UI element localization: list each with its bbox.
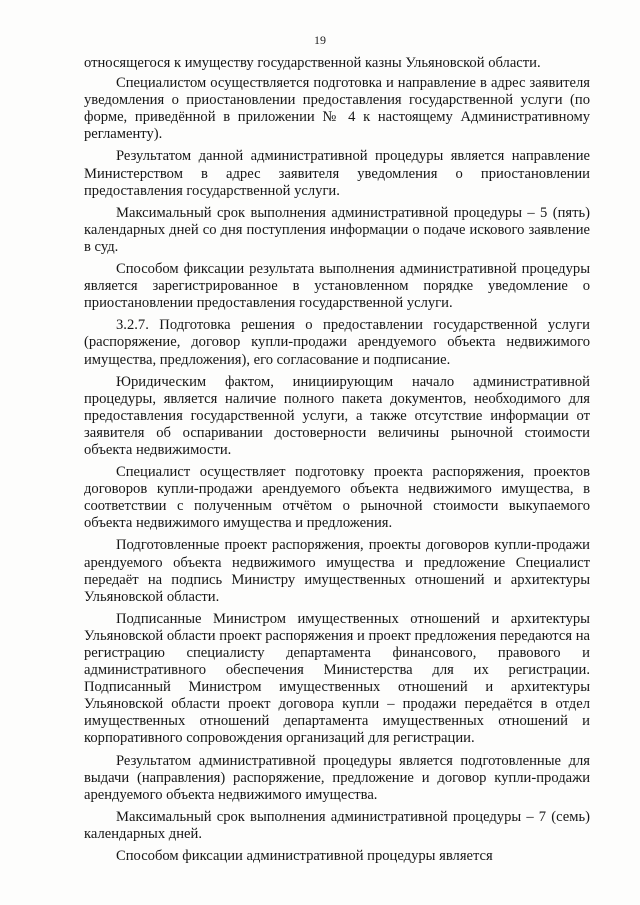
paragraph: Способом фиксации результата выполнения административной процедуры является зарегистрированное в установленном порядке уведомление о приостановлении предоставления государственной услуги.: [84, 261, 590, 312]
paragraph: Результатом административной процедуры является подготовленные для выдачи (направления) распоряжение, предложение и договор купли-продажи арендуемого объекта недвижимого имущества.: [84, 752, 590, 803]
document-body: [84, 55, 590, 870]
paragraph: Подготовленные проект распоряжения, проекты договоров купли-продажи арендуемого объекта недвижимого имущества и предложение Специалист передаёт на подпись Министру имущественных отношений и архитектуры Ульяновской области.: [84, 537, 590, 605]
paragraph: Способом фиксации административной процедуры является: [116, 848, 493, 865]
paragraph: Подписанные Министром имущественных отношений и архитектуры Ульяновской области проект распоряжения и проект предложения передаются на регистрацию специалисту департамента финансового, правового и административного обеспечения Министерства для их регистрации. Подписанный Министром имущественных отношений и архитектуры Ульяновской области проект договора купли – продажи передаётся в отдел имущественных отношений департамента имущественных отношений и корпоративного сопровождения организаций для регистрации.: [84, 610, 590, 747]
paragraph: Юридическим фактом, инициирующим начало административной процедуры, является наличие полного пакета документов, необходимого для предоставления государственной услуги, а также отсутствие информации от заявителя об оспаривании достоверности величины рыночной стоимости объекта недвижимости.: [84, 373, 590, 458]
paragraph: Результатом данной административной процедуры является направление Министерством в адрес заявителя уведомления о приостановлении предоставления государственной услуги.: [84, 148, 590, 199]
paragraph: Максимальный срок выполнения административной процедуры – 5 (пять) календарных дней со дня поступления информации о подаче искового заявление в суд.: [84, 204, 590, 255]
paragraph: относящегося к имуществу государственной казны Ульяновской области.: [84, 55, 541, 71]
paragraph: Специалист осуществляет подготовку проекта распоряжения, проектов договоров купли-продажи арендуемого объекта недвижимого имущества, в соответствии с полученным отчётом о рыночной стоимости выкупаемого объекта недвижимого имущества и предложения.: [84, 464, 590, 532]
paragraph: Специалистом осуществляется подготовка и направление в адрес заявителя уведомления о приостановлении предоставления государственной услуги (по форме, приведённой в приложении № 4 к настоящему Административному регламенту).: [84, 75, 590, 143]
page-number: 19: [314, 33, 326, 47]
paragraph: 3.2.7. Подготовка решения о предоставлении государственной услуги (распоряжение, договор купли-продажи арендуемого объекта недвижимого имущества, предложения), его согласование и подписание.: [84, 317, 590, 368]
paragraph: Максимальный срок выполнения административной процедуры – 7 (семь) календарных дней.: [84, 808, 590, 842]
